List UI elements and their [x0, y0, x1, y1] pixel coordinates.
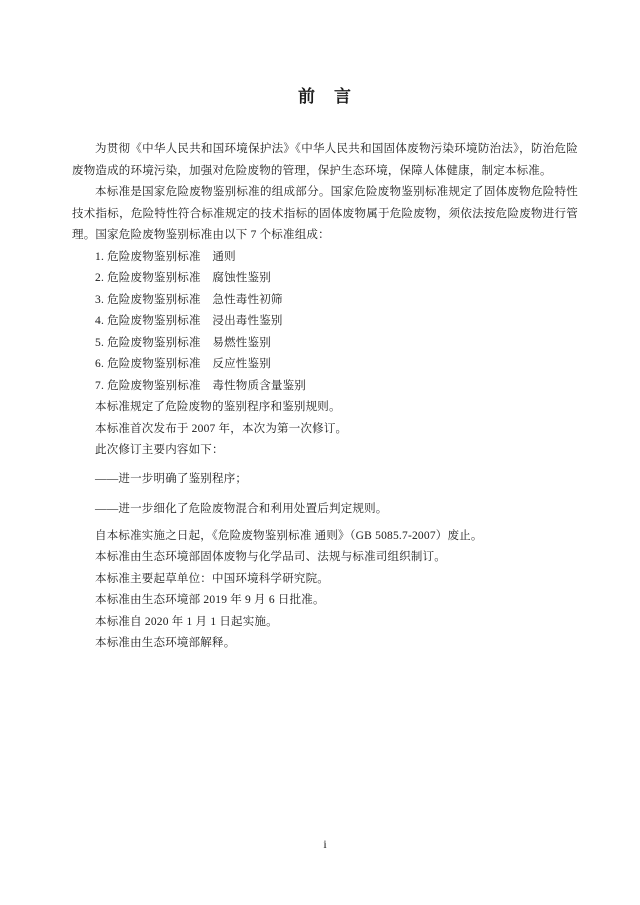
page-number: i [323, 837, 327, 851]
standards-list-item-6: 6. 危险废物鉴别标准 反应性鉴别 [95, 358, 271, 370]
standards-list-item-7: 7. 危险废物鉴别标准 毒性物质含量鉴别 [95, 379, 306, 392]
standards-list-item-4: 4. 危险废物鉴别标准 浸出毒性鉴别 [95, 315, 283, 327]
paragraph-first-issue: 本标准首次发布于 2007 年，本次为第一次修订。 [95, 422, 348, 435]
paragraph-interpretation: 本标准由生态环境部解释。 [95, 637, 236, 649]
standards-list-item-5: 5. 危险废物鉴别标准 易燃性鉴别 [95, 336, 271, 349]
revision-item-2: ——进一步细化了危险废物混合和利用处置后判定规则。 [95, 503, 388, 515]
standards-list-item-1: 1. 危险废物鉴别标准 通则 [95, 250, 236, 263]
standards-list-item-3: 3. 危险废物鉴别标准 急性毒性初筛 [95, 293, 283, 306]
foreword-body [72, 139, 578, 655]
paragraph-organizer: 本标准由生态环境部固体废物与化学品司、法规与标准司组织制订。 [95, 551, 446, 563]
paragraph-revision-intro: 此次修订主要内容如下： [95, 444, 224, 456]
paragraph-implementation: 本标准自 2020 年 1 月 1 日起实施。 [95, 615, 278, 628]
standards-list-item-2: 2. 危险废物鉴别标准 腐蚀性鉴别 [95, 272, 271, 284]
paragraph-replacement: 自本标准实施之日起，《危险废物鉴别标准 通则》（GB 5085.7-2007）废止。 [95, 529, 483, 542]
paragraph-composition: 本标准是国家危险废物鉴别标准的组成部分。国家危险废物鉴别标准规定了固体废物危险特性技术指标，危险特性符合标准规定的技术指标的固体废物属于危险废物，须依法按危险废物进行管理。国家危险废物鉴别标准由以下 7 个标准组成： [72, 186, 578, 241]
revision-item-1: ——进一步明确了鉴别程序； [95, 472, 248, 485]
paragraph-scope: 本标准规定了危险废物的鉴别程序和鉴别规则。 [95, 401, 341, 413]
paragraph-approval: 本标准由生态环境部 2019 年 9 月 6 日批准。 [95, 594, 325, 606]
paragraph-drafter: 本标准主要起草单位：中国环境科学研究院。 [95, 572, 329, 585]
paragraph-purpose: 为贯彻《中华人民共和国环境保护法》《中华人民共和国固体废物污染环境防治法》，防治危险废物造成的环境污染，加强对危险废物的管理，保护生态环境，保障人体健康，制定本标准。 [72, 143, 578, 177]
page-title: 前 言 [298, 87, 352, 106]
